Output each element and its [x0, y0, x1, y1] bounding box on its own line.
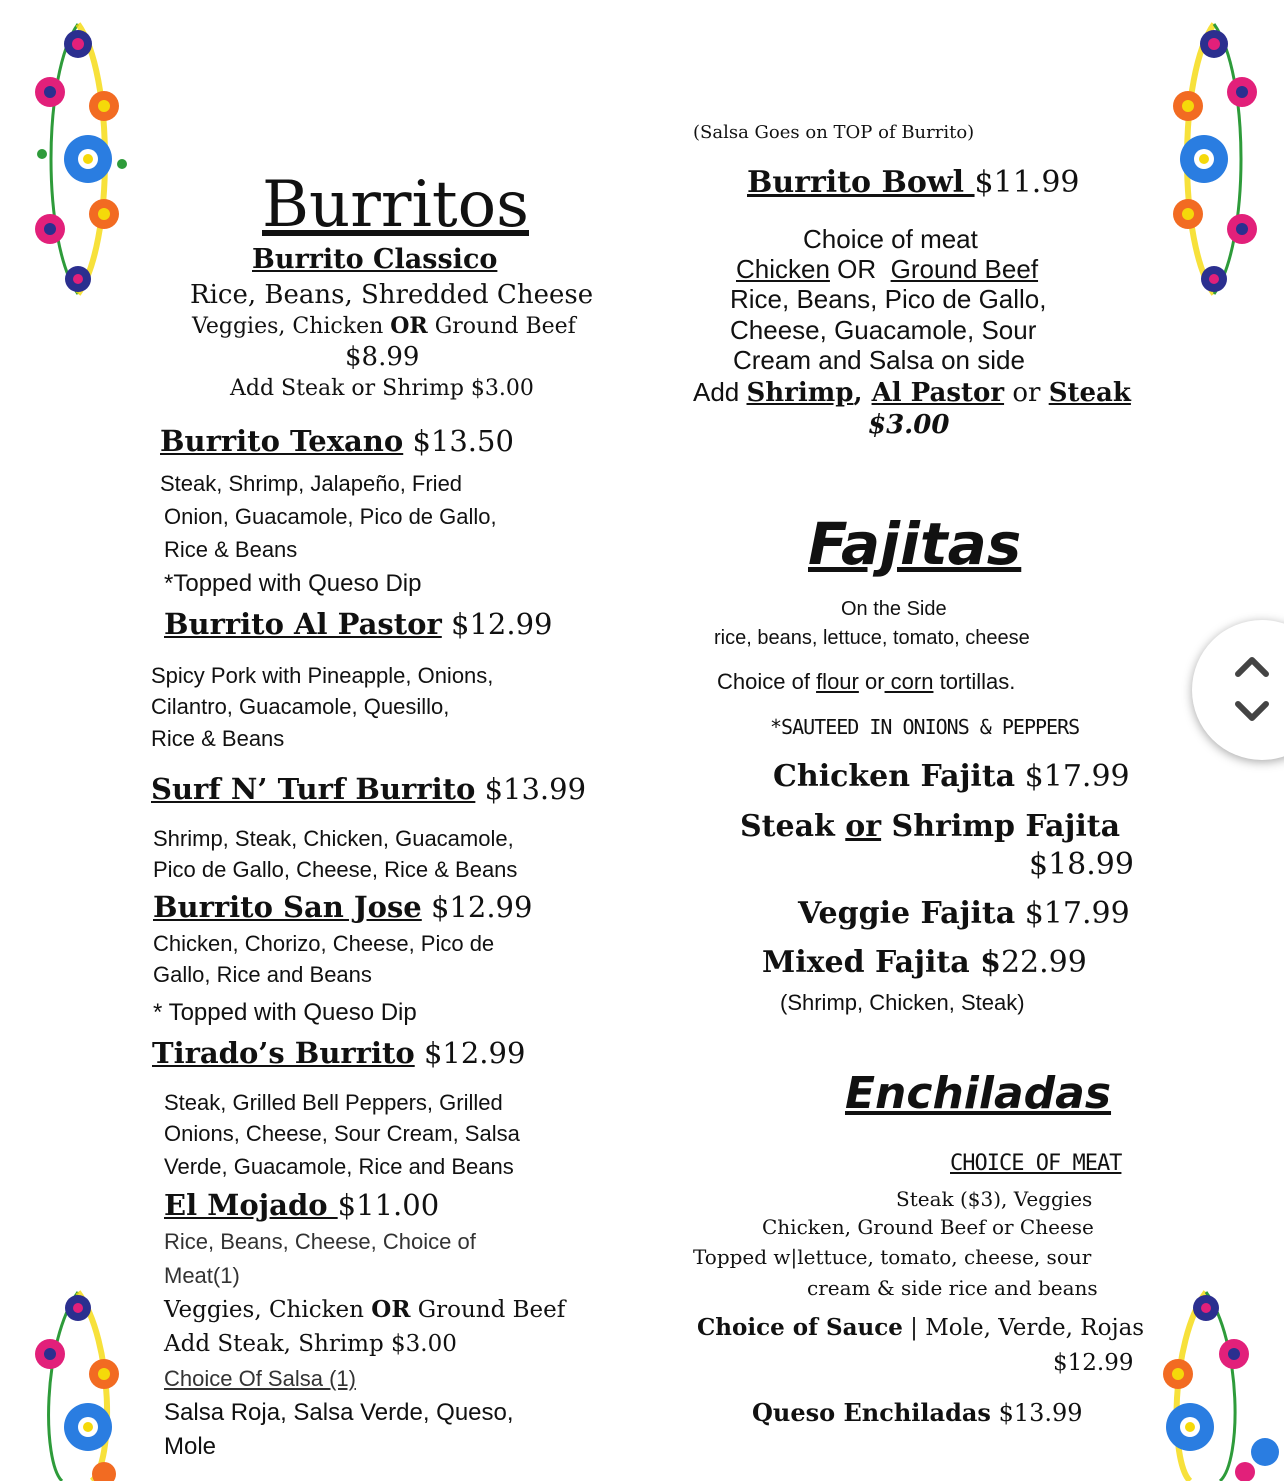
surf-n-turf-heading: [151, 772, 586, 806]
item-price: $12.99: [430, 890, 533, 924]
chicken-fajita-heading: [773, 759, 1130, 794]
item-name: Burrito Texano: [160, 424, 404, 458]
text-segment: Ground Beef: [890, 254, 1039, 284]
fajitas-title: Fajitas: [808, 510, 1022, 578]
item-price: $12.99: [451, 607, 553, 641]
enchiladas-line4: cream & side rice and beans: [807, 1276, 1098, 1300]
text-segment: tortillas.: [933, 669, 1016, 694]
text-segment: Veggies, Chicken: [192, 314, 391, 339]
text-segment: or: [845, 809, 882, 844]
burrito-bowl-line5: Cream and Salsa on side: [733, 345, 1025, 375]
text-segment: | Mole, Verde, Rojas: [902, 1315, 1145, 1341]
el-mojado-line4: Add Steak, Shrimp $3.00: [164, 1331, 457, 1357]
item-name: Surf N’ Turf Burrito: [151, 772, 476, 806]
item-price: $11.00: [337, 1188, 440, 1222]
text-segment: ,: [853, 378, 872, 408]
enchiladas-line3: Topped w|lettuce, tomato, cheese, sour: [693, 1245, 1092, 1269]
item-name: Chicken Fajita: [773, 759, 1016, 794]
steak-shrimp-fajita-heading: [740, 809, 1120, 844]
surf-n-turf-line2: Pico de Gallo, Cheese, Rice & Beans: [153, 857, 518, 882]
enchiladas-price: $12.99: [1053, 1350, 1134, 1376]
item-price: $17.99: [1024, 896, 1130, 931]
floral-decoration-bottom-right: [1150, 1282, 1284, 1481]
burrito-bowl-heading: [747, 165, 1080, 200]
text-segment: flour: [816, 669, 859, 694]
burrito-classico-add: Add Steak or Shrimp $3.00: [230, 376, 534, 401]
fajitas-side1: On the Side: [841, 598, 947, 620]
item-name: El Mojado: [164, 1188, 338, 1222]
text-segment: OR: [371, 1296, 411, 1323]
item-price: 22.99: [1000, 945, 1087, 980]
burrito-texano-heading: [160, 424, 514, 458]
item-price: $13.50: [412, 424, 514, 458]
burrito-san-jose-line2: Gallo, Rice and Beans: [153, 962, 372, 987]
enchiladas-title: Enchiladas: [845, 1068, 1112, 1119]
steak-shrimp-fajita-price: $18.99: [1029, 847, 1134, 882]
item-price: $13.99: [484, 772, 587, 806]
item-name: Burrito Al Pastor: [164, 607, 442, 641]
floral-decoration-top-left: [22, 14, 134, 304]
text-segment: Shrimp: [746, 378, 854, 408]
el-mojado-heading: [164, 1188, 439, 1222]
chevron-down-icon[interactable]: [1232, 698, 1272, 726]
burrito-san-jose-heading: [153, 890, 532, 924]
text-segment: Ground Beef: [427, 314, 576, 339]
el-mojado-line2: Meat(1): [164, 1263, 240, 1288]
text-segment: Shrimp Fajita: [881, 809, 1121, 844]
burrito-bowl-line7: $3.00: [868, 410, 950, 440]
burrito-bowl-line6: [693, 377, 1131, 408]
text-segment: corn: [884, 669, 934, 694]
text-segment: Choice of Sauce: [697, 1314, 903, 1341]
burrito-bowl-line2: [736, 254, 1038, 285]
item-name: Queso Enchiladas: [752, 1398, 991, 1427]
enchiladas-choice-of-meat: CHOICE OF MEAT: [950, 1151, 1122, 1176]
el-mojado-line6: Salsa Roja, Salsa Verde, Queso,: [164, 1399, 514, 1426]
floral-decoration-bottom-left: [22, 1282, 134, 1481]
text-segment: or: [1004, 378, 1049, 408]
item-price: $12.99: [423, 1036, 526, 1070]
queso-enchiladas-heading: [752, 1398, 1083, 1427]
item-price: $13.99: [998, 1399, 1083, 1427]
mixed-fajita-note: (Shrimp, Chicken, Steak): [780, 990, 1025, 1015]
burrito-texano-line4: *Topped with Queso Dip: [164, 570, 422, 597]
tirados-burrito-line1: Steak, Grilled Bell Peppers, Grilled: [164, 1090, 503, 1115]
burrito-al-pastor-line3: Rice & Beans: [151, 726, 285, 751]
text-segment: Add: [693, 377, 747, 407]
item-price: $11.99: [974, 165, 1080, 200]
chevron-up-icon[interactable]: [1232, 652, 1272, 680]
text-segment: Steak: [1048, 378, 1131, 408]
enchiladas-sauce: [697, 1314, 1144, 1341]
burrito-bowl-line3: Rice, Beans, Pico de Gallo,: [730, 284, 1047, 314]
fajitas-side2: rice, beans, lettuce, tomato, cheese: [714, 627, 1030, 649]
text-segment: OR: [829, 254, 891, 284]
burrito-san-jose-line3: * Topped with Queso Dip: [153, 999, 417, 1026]
text-segment: Veggies, Chicken: [164, 1297, 372, 1323]
burrito-classico-price: $8.99: [345, 342, 420, 372]
burrito-texano-line1: Steak, Shrimp, Jalapeño, Fried: [160, 471, 463, 496]
el-mojado-line7: Mole: [164, 1433, 217, 1460]
text-segment: OR: [390, 313, 428, 339]
mixed-fajita-heading: [762, 945, 1087, 980]
item-name: Veggie Fajita: [798, 896, 1016, 931]
text-segment: Steak: [740, 809, 846, 844]
burrito-bowl-line1: Choice of meat: [803, 224, 978, 254]
fajitas-sauteed: *SAUTEED IN ONIONS & PEPPERS: [770, 715, 1080, 739]
burritos-title: Burritos: [262, 168, 529, 242]
text-segment: Al Pastor: [871, 378, 1005, 408]
enchiladas-line1: Steak ($3), Veggies: [896, 1187, 1093, 1211]
text-segment: Ground Beef: [410, 1297, 566, 1323]
veggie-fajita-heading: [798, 896, 1130, 931]
burrito-al-pastor-line2: Cilantro, Guacamole, Quesillo,: [151, 694, 450, 719]
el-mojado-line5: Choice Of Salsa (1): [164, 1366, 356, 1391]
burrito-al-pastor-heading: [164, 607, 552, 641]
text-segment: Chicken: [736, 254, 830, 284]
tirados-burrito-line3: Verde, Guacamole, Rice and Beans: [164, 1154, 514, 1179]
burrito-classico-line1: Rice, Beans, Shredded Cheese: [190, 280, 594, 310]
item-name: Tirado’s Burrito: [152, 1036, 415, 1070]
surf-n-turf-line1: Shrimp, Steak, Chicken, Guacamole,: [153, 826, 514, 851]
text-segment: Choice of: [717, 669, 817, 694]
tirados-burrito-heading: [152, 1036, 525, 1070]
el-mojado-line3: [164, 1296, 565, 1323]
item-price: $: [980, 945, 1001, 980]
text-segment: or: [858, 669, 885, 694]
burrito-classico-name: Burrito Classico: [252, 244, 498, 275]
burrito-san-jose-line1: Chicken, Chorizo, Cheese, Pico de: [153, 931, 495, 956]
enchiladas-line2: Chicken, Ground Beef or Cheese: [762, 1215, 1094, 1239]
scroll-navigation-button[interactable]: [1192, 620, 1284, 760]
floral-decoration-top-right: [1158, 14, 1270, 304]
item-name: Burrito Bowl: [747, 165, 975, 200]
item-name: Burrito San Jose: [153, 890, 422, 924]
burrito-bowl-line4: Cheese, Guacamole, Sour: [730, 315, 1037, 345]
el-mojado-line1: Rice, Beans, Cheese, Choice of: [164, 1229, 476, 1254]
burrito-classico-line2: [192, 313, 576, 339]
fajitas-tortilla-choice: [717, 669, 1015, 695]
item-price: $17.99: [1024, 759, 1130, 794]
burrito-texano-line3: Rice & Beans: [164, 537, 298, 562]
burrito-texano-line2: Onion, Guacamole, Pico de Gallo,: [164, 504, 497, 529]
burrito-al-pastor-line1: Spicy Pork with Pineapple, Onions,: [151, 663, 494, 688]
item-name: Mixed Fajita: [762, 945, 981, 980]
salsa-note: (Salsa Goes on TOP of Burrito): [693, 122, 975, 143]
tirados-burrito-line2: Onions, Cheese, Sour Cream, Salsa: [164, 1121, 520, 1146]
